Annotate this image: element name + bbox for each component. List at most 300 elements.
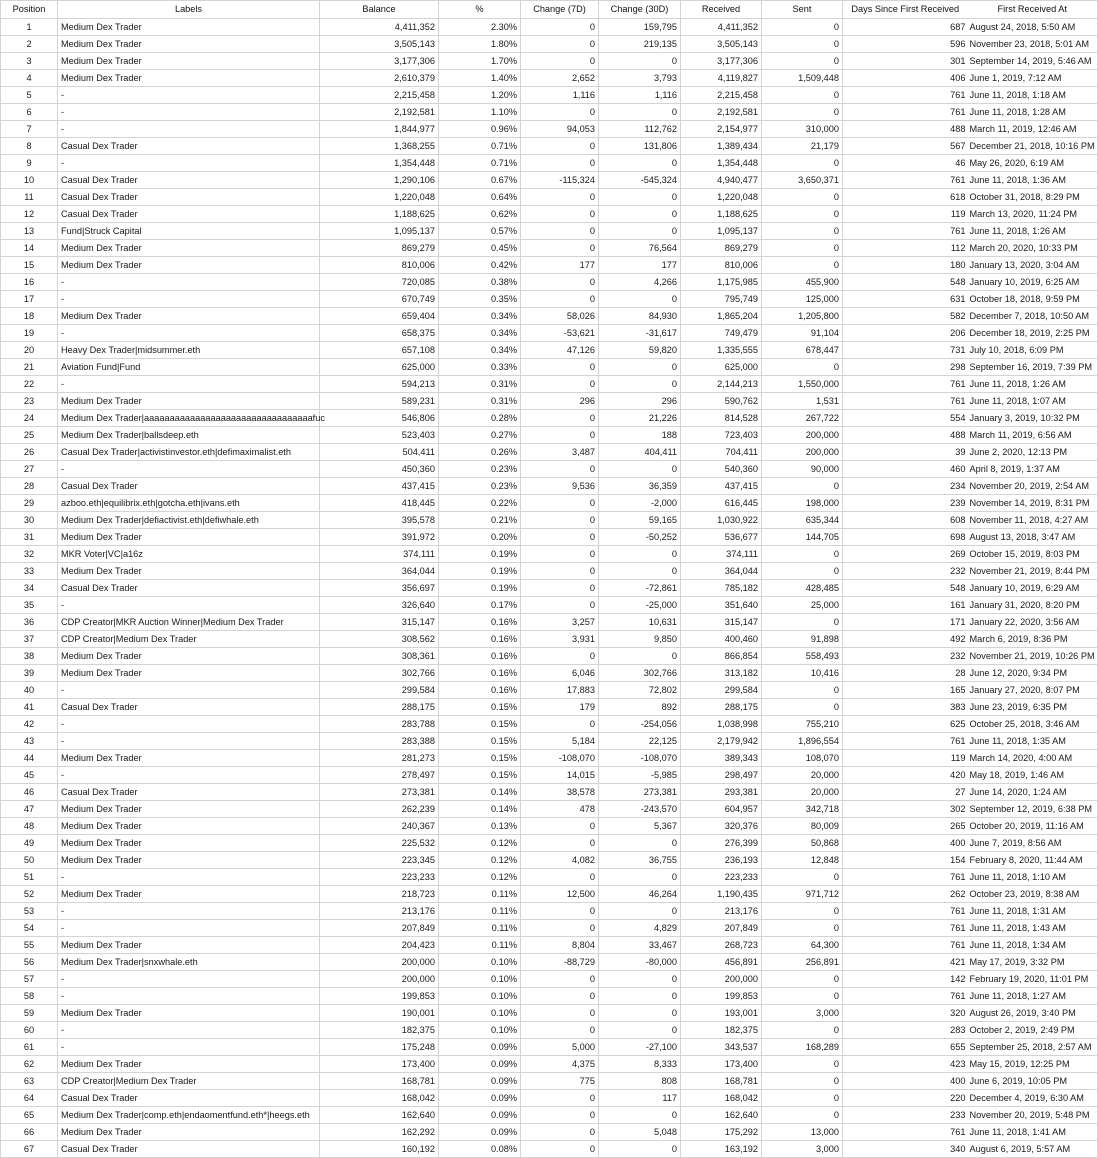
table-row[interactable] [1,869,1098,886]
table-row[interactable] [1,750,1098,767]
table-row[interactable] [1,988,1098,1005]
table-row[interactable] [1,733,1098,750]
cell-days-since: 548 [843,274,968,291]
cell-days-since: 421 [843,954,968,971]
cell-balance: 283,788 [320,716,439,733]
cell-days-since: 119 [843,750,968,767]
cell-change-7d: 0 [521,1005,599,1022]
cell-days-since: 596 [843,36,968,53]
table-row[interactable] [1,444,1098,461]
table-row[interactable] [1,189,1098,206]
cell-position: 49 [1,835,58,852]
cell-change-7d: 0 [521,104,599,121]
cell-sent: 310,000 [762,121,843,138]
cell-change-7d: 8,804 [521,937,599,954]
table-row[interactable] [1,427,1098,444]
table-row[interactable] [1,784,1098,801]
cell-change-30d: 3,793 [599,70,681,87]
cell-sent: 1,509,448 [762,70,843,87]
cell-position: 38 [1,648,58,665]
cell-position: 1 [1,19,58,36]
cell-position: 16 [1,274,58,291]
cell-days-since: 400 [843,1073,968,1090]
cell-change-30d: 8,333 [599,1056,681,1073]
cell-received: 1,354,448 [681,155,762,172]
cell-received: 320,376 [681,818,762,835]
table-row[interactable] [1,1090,1098,1107]
table-row[interactable] [1,257,1098,274]
table-row[interactable] [1,971,1098,988]
cell-change-30d: -50,252 [599,529,681,546]
cell-change-7d: 0 [521,155,599,172]
cell-position: 10 [1,172,58,189]
cell-sent: 0 [762,257,843,274]
table-row[interactable] [1,818,1098,835]
table-body [1,19,1098,1158]
cell-received: 168,042 [681,1090,762,1107]
cell-change-7d: 0 [521,512,599,529]
table-row[interactable] [1,597,1098,614]
cell-labels: Medium Dex Trader [58,648,320,665]
table-header [1,1,1098,19]
cell-sent: 267,722 [762,410,843,427]
table-row[interactable] [1,1005,1098,1022]
cell-days-since: 161 [843,597,968,614]
cell-percent: 0.20% [439,529,521,546]
cell-change-7d: 0 [521,461,599,478]
cell-first-received: June 11, 2018, 1:27 AM [968,988,1098,1005]
cell-position: 52 [1,886,58,903]
cell-change-30d: 84,930 [599,308,681,325]
table-row[interactable] [1,852,1098,869]
cell-first-received: May 18, 2019, 1:46 AM [968,767,1098,784]
cell-balance: 199,853 [320,988,439,1005]
cell-change-7d: 3,487 [521,444,599,461]
table-row[interactable] [1,87,1098,104]
cell-percent: 0.10% [439,1005,521,1022]
cell-first-received: March 11, 2019, 6:56 AM [968,427,1098,444]
table-row[interactable] [1,767,1098,784]
cell-first-received: November 20, 2019, 5:48 PM [968,1107,1098,1124]
cell-change-7d: 4,375 [521,1056,599,1073]
cell-percent: 1.40% [439,70,521,87]
cell-first-received: January 3, 2019, 10:32 PM [968,410,1098,427]
cell-labels: Casual Dex Trader [58,172,320,189]
cell-balance: 200,000 [320,954,439,971]
cell-change-7d: 47,126 [521,342,599,359]
column-header-balance[interactable]: Balance [320,1,439,19]
table-row[interactable] [1,325,1098,342]
table-row[interactable] [1,937,1098,954]
table-row[interactable] [1,665,1098,682]
cell-days-since: 232 [843,563,968,580]
cell-days-since: 625 [843,716,968,733]
table-row[interactable] [1,1039,1098,1056]
cell-position: 15 [1,257,58,274]
cell-position: 43 [1,733,58,750]
cell-change-30d: 72,802 [599,682,681,699]
cell-change-7d: 0 [521,376,599,393]
cell-sent: 25,000 [762,597,843,614]
cell-change-7d: 0 [521,971,599,988]
cell-sent: 0 [762,359,843,376]
cell-first-received: June 23, 2019, 6:35 PM [968,699,1098,716]
cell-sent: 198,000 [762,495,843,512]
cell-percent: 0.34% [439,325,521,342]
cell-sent: 0 [762,240,843,257]
cell-percent: 0.57% [439,223,521,240]
cell-change-30d: 0 [599,461,681,478]
cell-position: 66 [1,1124,58,1141]
cell-percent: 0.31% [439,393,521,410]
table-row[interactable] [1,393,1098,410]
cell-percent: 0.11% [439,886,521,903]
cell-first-received: October 20, 2019, 11:16 AM [968,818,1098,835]
table-row[interactable] [1,53,1098,70]
cell-balance: 162,292 [320,1124,439,1141]
table-row[interactable] [1,121,1098,138]
cell-percent: 0.10% [439,954,521,971]
cell-received: 168,781 [681,1073,762,1090]
table-row[interactable] [1,546,1098,563]
cell-percent: 1.70% [439,53,521,70]
table-row[interactable] [1,240,1098,257]
cell-sent: 0 [762,206,843,223]
cell-days-since: 265 [843,818,968,835]
cell-balance: 1,354,448 [320,155,439,172]
table-row[interactable] [1,920,1098,937]
cell-change-7d: 1,116 [521,87,599,104]
table-row[interactable] [1,223,1098,240]
table-row[interactable] [1,614,1098,631]
cell-received: 810,006 [681,257,762,274]
table-row[interactable] [1,461,1098,478]
cell-first-received: January 22, 2020, 3:56 AM [968,614,1098,631]
cell-change-7d: 478 [521,801,599,818]
cell-labels: - [58,920,320,937]
cell-received: 298,497 [681,767,762,784]
cell-days-since: 39 [843,444,968,461]
cell-first-received: January 10, 2019, 6:25 AM [968,274,1098,291]
table-row[interactable] [1,699,1098,716]
table-row[interactable] [1,682,1098,699]
cell-days-since: 301 [843,53,968,70]
table-row[interactable] [1,138,1098,155]
cell-position: 63 [1,1073,58,1090]
cell-days-since: 655 [843,1039,968,1056]
cell-labels: Casual Dex Trader [58,1141,320,1158]
cell-labels: Medium Dex Trader [58,1124,320,1141]
cell-sent: 10,416 [762,665,843,682]
cell-change-7d: 0 [521,274,599,291]
table-row[interactable] [1,274,1098,291]
table-row[interactable] [1,172,1098,189]
table-row[interactable] [1,36,1098,53]
cell-balance: 720,085 [320,274,439,291]
cell-balance: 657,108 [320,342,439,359]
cell-sent: 455,900 [762,274,843,291]
cell-first-received: July 10, 2018, 6:09 PM [968,342,1098,359]
cell-received: 400,460 [681,631,762,648]
cell-balance: 391,972 [320,529,439,546]
cell-change-30d: 0 [599,903,681,920]
cell-balance: 450,360 [320,461,439,478]
cell-change-7d: 2,652 [521,70,599,87]
cell-days-since: 233 [843,1107,968,1124]
column-header-position[interactable]: Position [1,1,58,19]
cell-received: 343,537 [681,1039,762,1056]
cell-received: 3,505,143 [681,36,762,53]
cell-first-received: January 27, 2020, 8:07 PM [968,682,1098,699]
cell-balance: 182,375 [320,1022,439,1039]
table-row[interactable] [1,308,1098,325]
table-row[interactable] [1,478,1098,495]
cell-balance: 168,042 [320,1090,439,1107]
cell-percent: 1.20% [439,87,521,104]
cell-labels: Fund|Struck Capital [58,223,320,240]
cell-received: 4,411,352 [681,19,762,36]
cell-sent: 90,000 [762,461,843,478]
cell-balance: 546,806 [320,410,439,427]
cell-change-30d: 0 [599,869,681,886]
cell-position: 26 [1,444,58,461]
cell-change-30d: 46,264 [599,886,681,903]
table-row[interactable] [1,631,1098,648]
cell-received: 4,940,477 [681,172,762,189]
table-row[interactable] [1,104,1098,121]
cell-days-since: 27 [843,784,968,801]
table-row[interactable] [1,410,1098,427]
column-header-days-since[interactable]: Days Since First Received [843,1,968,19]
table-row[interactable] [1,529,1098,546]
cell-change-30d: -80,000 [599,954,681,971]
column-header-received[interactable]: Received [681,1,762,19]
cell-percent: 0.15% [439,716,521,733]
cell-received: 223,233 [681,869,762,886]
cell-labels: Medium Dex Trader [58,308,320,325]
cell-position: 58 [1,988,58,1005]
cell-labels: - [58,716,320,733]
cell-received: 616,445 [681,495,762,512]
cell-received: 2,179,942 [681,733,762,750]
cell-balance: 308,361 [320,648,439,665]
cell-change-30d: 0 [599,104,681,121]
cell-days-since: 731 [843,342,968,359]
cell-balance: 374,111 [320,546,439,563]
cell-percent: 0.12% [439,835,521,852]
cell-days-since: 142 [843,971,968,988]
cell-balance: 1,188,625 [320,206,439,223]
cell-labels: Aviation Fund|Fund [58,359,320,376]
cell-first-received: March 6, 2019, 8:36 PM [968,631,1098,648]
cell-labels: - [58,87,320,104]
cell-position: 33 [1,563,58,580]
cell-change-30d: 22,125 [599,733,681,750]
cell-change-7d: 17,883 [521,682,599,699]
cell-labels: Medium Dex Trader [58,1056,320,1073]
cell-position: 21 [1,359,58,376]
cell-balance: 395,578 [320,512,439,529]
table-row[interactable] [1,512,1098,529]
cell-change-30d: 808 [599,1073,681,1090]
cell-position: 45 [1,767,58,784]
cell-change-30d: 10,631 [599,614,681,631]
cell-percent: 0.13% [439,818,521,835]
column-header-first-received[interactable]: First Received At [968,1,1098,19]
cell-sent: 20,000 [762,784,843,801]
cell-days-since: 406 [843,70,968,87]
cell-position: 27 [1,461,58,478]
cell-received: 814,528 [681,410,762,427]
table-row[interactable] [1,206,1098,223]
cell-first-received: March 20, 2020, 10:33 PM [968,240,1098,257]
cell-change-7d: 12,500 [521,886,599,903]
cell-first-received: November 21, 2019, 10:26 PM [968,648,1098,665]
cell-balance: 4,411,352 [320,19,439,36]
cell-change-30d: 117 [599,1090,681,1107]
cell-days-since: 761 [843,376,968,393]
cell-change-30d: 4,829 [599,920,681,937]
cell-balance: 2,215,458 [320,87,439,104]
cell-percent: 0.16% [439,682,521,699]
table-row[interactable] [1,342,1098,359]
cell-balance: 326,640 [320,597,439,614]
cell-labels: - [58,682,320,699]
cell-labels: Casual Dex Trader [58,478,320,495]
table-row[interactable] [1,580,1098,597]
table-row[interactable] [1,70,1098,87]
cell-days-since: 154 [843,852,968,869]
table-row[interactable] [1,376,1098,393]
cell-first-received: September 12, 2019, 6:38 PM [968,801,1098,818]
cell-percent: 0.15% [439,733,521,750]
table-row[interactable] [1,155,1098,172]
cell-position: 67 [1,1141,58,1158]
cell-labels: - [58,597,320,614]
cell-received: 175,292 [681,1124,762,1141]
cell-change-30d: 131,806 [599,138,681,155]
table-row[interactable] [1,291,1098,308]
cell-balance: 437,415 [320,478,439,495]
cell-days-since: 761 [843,920,968,937]
table-row[interactable] [1,648,1098,665]
column-header-labels[interactable]: Labels [58,1,320,19]
cell-first-received: June 11, 2018, 1:07 AM [968,393,1098,410]
cell-position: 44 [1,750,58,767]
cell-percent: 1.80% [439,36,521,53]
cell-received: 704,411 [681,444,762,461]
cell-change-7d: 0 [521,580,599,597]
table-row[interactable] [1,801,1098,818]
cell-first-received: June 11, 2018, 1:35 AM [968,733,1098,750]
cell-change-30d: 0 [599,376,681,393]
cell-balance: 207,849 [320,920,439,937]
cell-change-30d: 0 [599,563,681,580]
cell-sent: 1,896,554 [762,733,843,750]
cell-labels: Medium Dex Trader [58,70,320,87]
cell-position: 51 [1,869,58,886]
cell-sent: 0 [762,920,843,937]
cell-change-30d: -25,000 [599,597,681,614]
cell-position: 46 [1,784,58,801]
cell-received: 288,175 [681,699,762,716]
table-row[interactable] [1,495,1098,512]
cell-percent: 0.12% [439,869,521,886]
cell-days-since: 180 [843,257,968,274]
table-row[interactable] [1,359,1098,376]
cell-sent: 0 [762,53,843,70]
table-row[interactable] [1,903,1098,920]
cell-sent: 12,848 [762,852,843,869]
cell-change-30d: 0 [599,1141,681,1158]
cell-change-7d: 179 [521,699,599,716]
table-row[interactable] [1,835,1098,852]
table-row[interactable] [1,563,1098,580]
cell-percent: 0.19% [439,546,521,563]
cell-balance: 589,231 [320,393,439,410]
cell-percent: 0.23% [439,478,521,495]
table-row[interactable] [1,1056,1098,1073]
table-row[interactable] [1,1124,1098,1141]
cell-change-7d: 0 [521,818,599,835]
cell-sent: 0 [762,869,843,886]
cell-percent: 0.26% [439,444,521,461]
cell-position: 31 [1,529,58,546]
table-row[interactable] [1,1107,1098,1124]
table-row[interactable] [1,1141,1098,1158]
column-header-percent[interactable]: % [439,1,521,19]
column-header-sent[interactable]: Sent [762,1,843,19]
cell-change-30d: 302,766 [599,665,681,682]
cell-percent: 0.96% [439,121,521,138]
cell-balance: 1,844,977 [320,121,439,138]
cell-percent: 0.16% [439,631,521,648]
table-row[interactable] [1,886,1098,903]
cell-days-since: 548 [843,580,968,597]
cell-first-received: September 14, 2019, 5:46 AM [968,53,1098,70]
cell-balance: 670,749 [320,291,439,308]
cell-percent: 0.71% [439,155,521,172]
cell-percent: 0.42% [439,257,521,274]
cell-change-7d: 0 [521,1124,599,1141]
cell-position: 53 [1,903,58,920]
cell-first-received: October 18, 2018, 9:59 PM [968,291,1098,308]
cell-labels: Casual Dex Trader|activistinvestor.eth|defimaximalist.eth [58,444,320,461]
column-header-change-30d[interactable]: Change (30D) [599,1,681,19]
cell-first-received: November 23, 2018, 5:01 AM [968,36,1098,53]
cell-received: 268,723 [681,937,762,954]
cell-first-received: June 11, 2018, 1:28 AM [968,104,1098,121]
cell-sent: 558,493 [762,648,843,665]
cell-balance: 418,445 [320,495,439,512]
cell-percent: 1.10% [439,104,521,121]
cell-days-since: 488 [843,427,968,444]
table-row[interactable] [1,1073,1098,1090]
cell-change-7d: 38,578 [521,784,599,801]
cell-position: 39 [1,665,58,682]
cell-received: 1,030,922 [681,512,762,529]
table-row[interactable] [1,954,1098,971]
cell-sent: 635,344 [762,512,843,529]
table-row[interactable] [1,716,1098,733]
cell-position: 56 [1,954,58,971]
table-row[interactable] [1,19,1098,36]
column-header-change-7d[interactable]: Change (7D) [521,1,599,19]
cell-change-30d: -108,070 [599,750,681,767]
cell-labels: Casual Dex Trader [58,189,320,206]
table-row[interactable] [1,1022,1098,1039]
cell-first-received: June 12, 2020, 9:34 PM [968,665,1098,682]
